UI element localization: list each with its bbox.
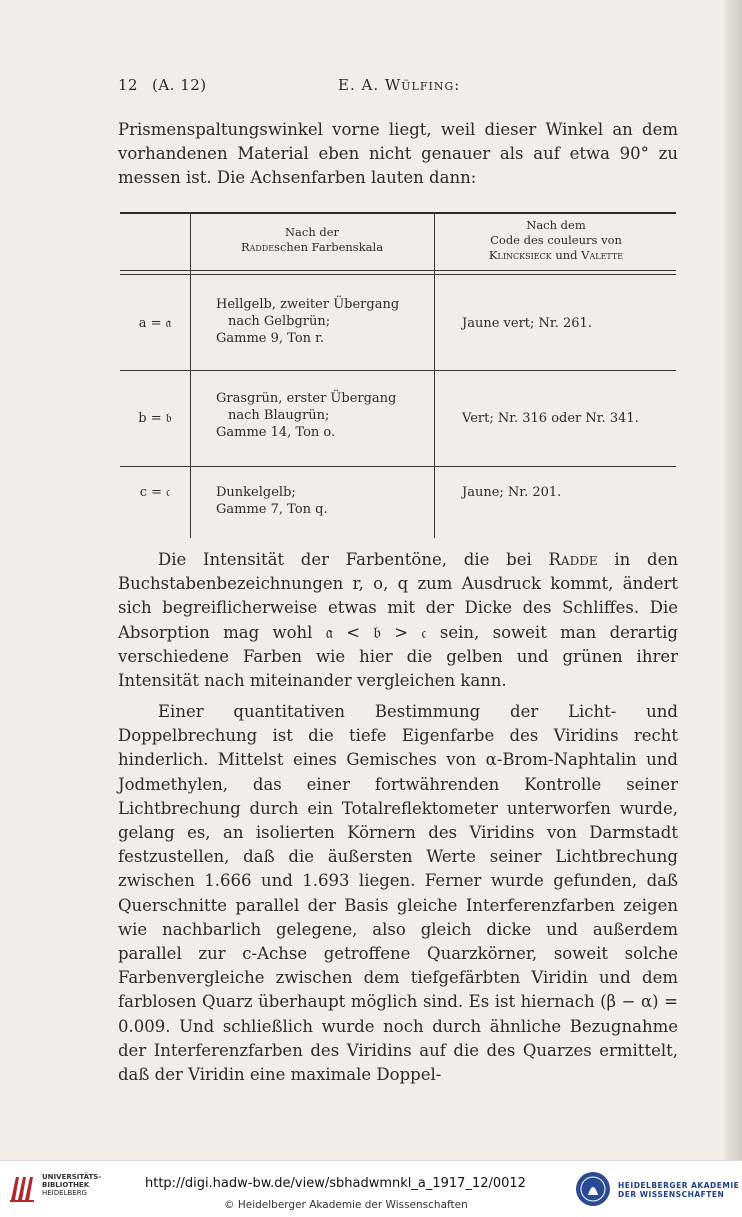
header-line	[436, 248, 676, 263]
axis-label: a = 𝔞	[138, 316, 172, 331]
table-header-rule	[120, 270, 676, 271]
table-column-rule	[434, 212, 435, 538]
header-text: schen Farbenskala	[274, 240, 384, 254]
radde-description	[216, 484, 431, 518]
radde-description	[216, 390, 431, 441]
description-line: nach Gelbgrün;	[228, 314, 331, 329]
axis-colors-table	[120, 212, 676, 538]
code-value: Vert; Nr. 316 oder Nr. 341.	[462, 411, 639, 426]
text-span: Die Intensität der Farbentöne, die bei	[158, 550, 549, 569]
code-column-header	[436, 218, 676, 263]
header-text: und	[551, 248, 582, 262]
radde-column-header	[192, 225, 432, 255]
code-value: Jaune vert; Nr. 261.	[462, 316, 592, 331]
permalink-url[interactable]: http://digi.hadw-bw.de/view/sbhadwmnkl_a_1917_12/0012	[145, 1176, 526, 1191]
library-line: UNIVERSITÄTS-	[42, 1173, 102, 1181]
valette-name: Valette	[581, 248, 624, 262]
description-line: Dunkelgelb;	[216, 485, 296, 500]
page-edge-shadow	[724, 0, 742, 1160]
radde-name: Radde	[240, 240, 275, 254]
description-line: Grasgrün, erster Übergang	[216, 391, 397, 406]
paragraph-refraction: Einer quantitativen Bestimmung der Licht- und Doppelbrechung ist die tiefe Eigenfarbe des Viridins recht hinderlich. Mittelst eines Gemisches von α-Brom-Naphtalin und Jodmethylen, das einer fortwährenden Kontrolle seiner Lichtbrechung durch ein Totalreflektometer unterworfen wurde, gelang es, an isolierten Körnern des Viridins von Darmstadt festzustellen, daß die äußersten Werte seiner Lichtbrechung zwischen 1.666 und 1.693 liegen. Ferner wurde gefunden, daß Querschnitte parallel der Basis gleiche Interferenzfarben zeigen wie nachbarlich gelegene, also gleich dicke und außerdem parallel zur c-Achse getroffene Quarzkörner, soweit solche Farbenvergleiche zwischen dem tiefgefärbten Viridin und dem farblosen Quarz überhaupt möglich sind. Es ist hiernach (β − α) = 0.009. Und schließlich wurde noch durch ähnliche Bezugnahme der Interferenzfarben des Viridins auf die des Quarzes ermittelt, daß der Viridin eine maximale Doppel-	[118, 702, 678, 1085]
academy-line: HEIDELBERGER AKADEMIE	[618, 1181, 740, 1190]
copyright-notice: © Heidelberger Akademie der Wissenschaften	[224, 1199, 468, 1211]
klincksieck-name: Klincksieck	[488, 248, 552, 262]
description-line: Hellgelb, zweiter Übergang	[216, 297, 400, 312]
academy-line: DER WISSENSCHAFTEN	[618, 1190, 725, 1199]
radde-name: Radde	[548, 550, 598, 569]
library-line: HEIDELBERG	[42, 1189, 87, 1197]
paragraph-intensity	[118, 548, 678, 693]
code-value: Jaune; Nr. 201.	[462, 485, 562, 500]
axis-label: b = 𝔟	[138, 411, 172, 426]
header-line	[192, 240, 432, 255]
running-header	[118, 76, 678, 96]
university-library-name	[42, 1173, 101, 1197]
author-name: E. A. Wülfing:	[338, 76, 461, 94]
axis-label: c = 𝔠	[139, 485, 171, 500]
description-line: Gamme 9, Ton r.	[216, 331, 325, 346]
academy-seal-icon[interactable]	[575, 1171, 611, 1207]
page-number: 12	[118, 76, 139, 94]
page-reference: (A. 12)	[152, 76, 207, 94]
header-line: Nach der	[284, 225, 340, 239]
academy-name	[618, 1181, 739, 1199]
description-line: Gamme 14, Ton o.	[216, 425, 336, 440]
university-library-logo-icon[interactable]	[8, 1173, 36, 1203]
header-line: Code des couleurs von	[490, 233, 622, 247]
table-top-rule	[120, 212, 676, 214]
paragraph-intro: Prismenspaltungswinkel vorne liegt, weil dieser Winkel an dem vorhandenen Material eben nicht genauer als auf etwa 90° zu messen ist. Die Achsenfarben lauten dann:	[118, 120, 678, 188]
table-row-rule	[120, 370, 676, 371]
description-line: Gamme 7, Ton q.	[216, 502, 328, 517]
table-row-rule	[120, 466, 676, 467]
digitization-footer	[0, 1160, 742, 1217]
description-line: nach Blaugrün;	[228, 408, 330, 423]
table-header-rule-double	[120, 274, 676, 275]
text-span: in den Buchstabenbezeichnungen r, o, q zum Ausdruck kommt, ändert sich begreiflicherweise etwas mit der Dicke des Schliffes. Die Absorption mag wohl 𝔞 < 𝔟 > 𝔠 sein, soweit man derartig verschiedene Farben wie hier die gelben und grünen ihrer Intensität nach miteinander vergleichen kann.	[118, 550, 678, 691]
radde-description	[216, 296, 431, 347]
header-line: Nach dem	[526, 218, 586, 232]
table-column-rule	[190, 212, 191, 538]
library-line: BIBLIOTHEK	[42, 1181, 90, 1189]
